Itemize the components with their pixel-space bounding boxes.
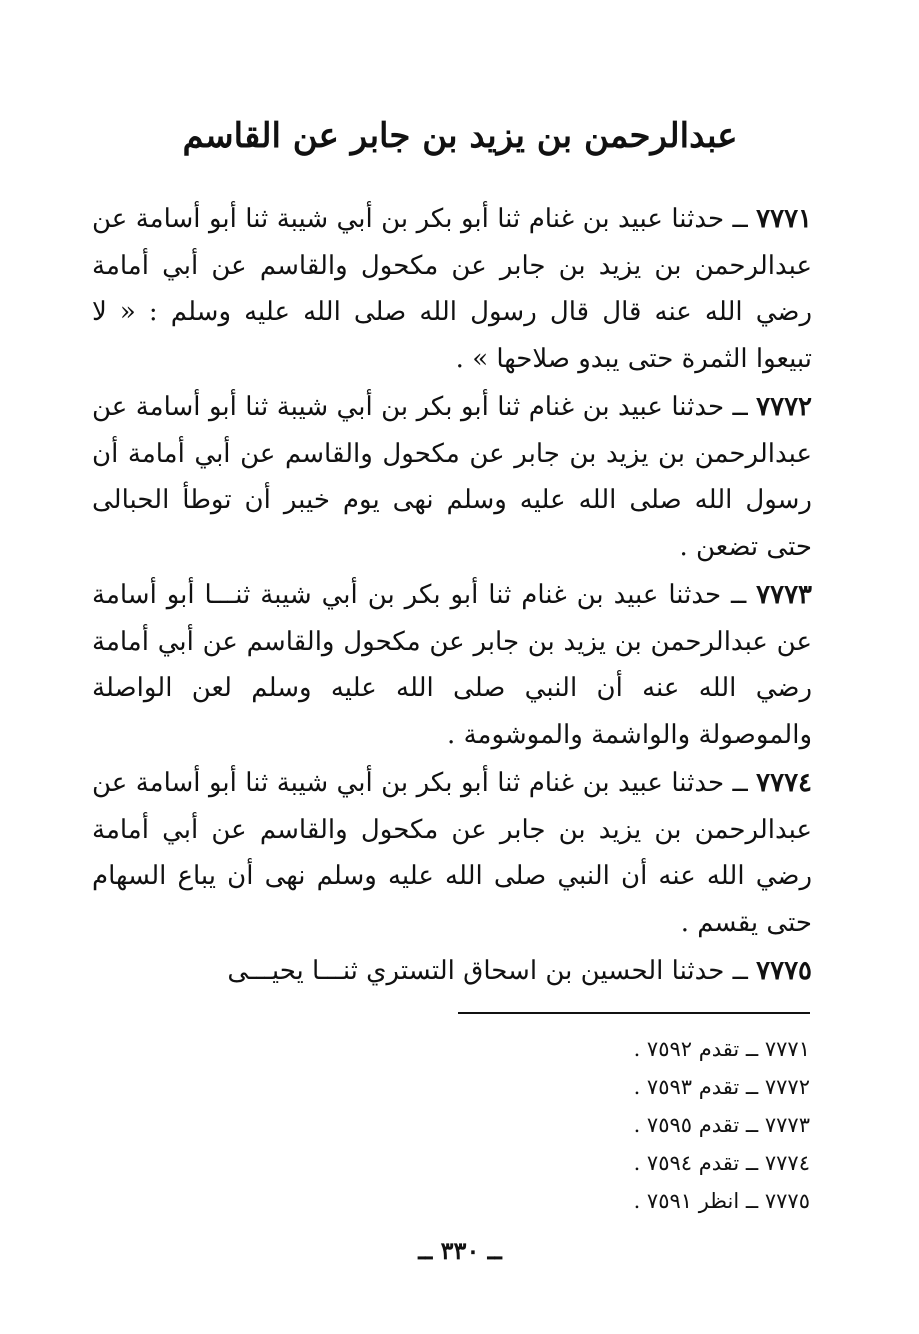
hadith-number: ٧٧٧٢ [756,392,812,422]
footnote-item: ٧٧٧٣ ــ تقدم ٧٥٩٥ . [633,1113,810,1137]
hadith-paragraph [92,760,812,946]
hadith-paragraph [92,196,812,382]
hadith-entry [92,948,812,995]
footnote-item: ٧٧٧٥ ــ انظر ٧٥٩١ . [633,1189,810,1213]
page-number: ــ ٣٣٠ ــ [418,1236,502,1265]
hadith-text: ــ حدثنا عبيد بن غنام ثنا أبو بكر بن أبي شيبة ثنا أبو أسامة عن عبدالرحمن بن يزيد بن جابر عن مكحول والقاسم عن أبي أمامة رضي الله عنه أن النبي صلى الله عليه وسلم نهى أن يباع السهام حتى يقسم . [92,768,812,938]
footnote-item: ٧٧٧١ ــ تقدم ٧٥٩٢ . [633,1037,810,1061]
hadith-number: ٧٧٧٥ [756,956,812,986]
hadith-text: ــ حدثنا الحسين بن اسحاق التستري ثنـــا يحيـــى [227,956,757,986]
page-title: عبدالرحمن بن يزيد بن جابر عن القاسم [182,116,738,156]
hadith-text: ــ حدثنا عبيد بن غنام ثنا أبو بكر بن أبي شيبة ثنا أبو أسامة عن عبدالرحمن بن يزيد بن جابر عن مكحول والقاسم عن أبي أمامة رضي الله عنه قال قال رسول الله صلى الله عليه وسلم : « لا تبيعوا الثمرة حتى يبدو صلاحها » . [92,204,812,374]
hadith-number: ٧٧٧٤ [756,768,812,798]
footnotes [480,1030,810,1220]
hadith-list [92,196,812,997]
hadith-number: ٧٧٧٣ [756,580,812,610]
footnote-divider [458,1012,810,1014]
hadith-paragraph [92,384,812,570]
hadith-entry [92,572,812,758]
hadith-entry [92,760,812,946]
hadith-number: ٧٧٧١ [756,204,812,234]
footnote-item: ٧٧٧٢ ــ تقدم ٧٥٩٣ . [633,1075,810,1099]
hadith-text: ــ حدثنا عبيد بن غنام ثنا أبو بكر بن أبي شيبة ثنـــا أبو أسامة عن عبدالرحمن بن يزيد بن جابر عن مكحول والقاسم عن أبي أمامة رضي الله عنه أن النبي صلى الله عليه وسلم لعن الواصلة والموصولة والواشمة والموشومة . [92,580,812,750]
footnote-item: ٧٧٧٤ ــ تقدم ٧٥٩٤ . [633,1151,810,1175]
hadith-text: ــ حدثنا عبيد بن غنام ثنا أبو بكر بن أبي شيبة ثنا أبو أسامة عن عبدالرحمن بن يزيد بن جابر عن مكحول والقاسم عن أبي أمامة أن رسول الله صلى الله عليه وسلم نهى يوم خيبر أن توطأ الحبالى حتى تضعن . [92,392,812,562]
hadith-entry [92,384,812,570]
hadith-paragraph [92,572,812,758]
hadith-entry [92,196,812,382]
hadith-paragraph [92,948,812,995]
